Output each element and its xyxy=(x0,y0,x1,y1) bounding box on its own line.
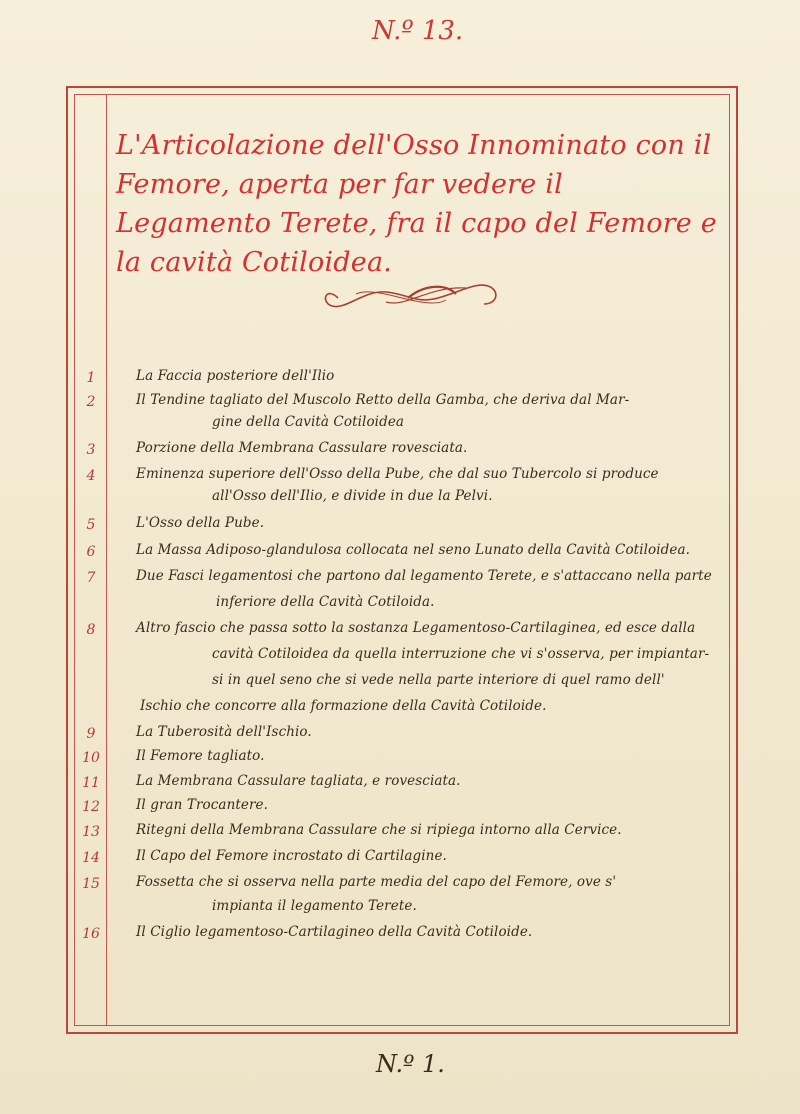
entry-number: 4 xyxy=(86,468,96,484)
plate-title: L'Articolazione dell'Osso Innominato con il Femore, aperta per far vedere il Legamento Terete, fra il capo del Femore e la cavità Cotiloidea. xyxy=(116,130,717,278)
entry-text-line: Eminenza superiore dell'Osso della Pube, che dal suo Tubercolo si produce xyxy=(136,466,659,482)
entry-text-line: Il Ciglio legamentoso-Cartilagineo della Cavità Cotiloide. xyxy=(136,924,533,940)
entry-number: 2 xyxy=(86,394,96,410)
entry-number: 6 xyxy=(86,544,96,560)
entry-number: 15 xyxy=(82,876,100,892)
entry-number: 13 xyxy=(82,824,100,840)
entry-text-line: Ritegni della Membrana Cassulare che si ripiega intorno alla Cervice. xyxy=(136,822,622,838)
entry-text-line: all'Osso dell'Ilio, e divide in due la Pelvi. xyxy=(212,488,493,504)
entry-number: 14 xyxy=(82,850,100,866)
entry-text-line: La Membrana Cassulare tagliata, e rovesciata. xyxy=(136,773,461,789)
entry-text-line: Ischio che concorre alla formazione della Cavità Cotiloide. xyxy=(140,698,547,714)
entry-number: 1 xyxy=(86,370,96,386)
entry-number: 9 xyxy=(86,726,96,742)
entry-text-line: L'Osso della Pube. xyxy=(136,515,265,531)
entry-text-line: Porzione della Membrana Cassulare rovesciata. xyxy=(136,440,468,456)
entry-text-line: Il Tendine tagliato del Muscolo Retto della Gamba, che deriva dal Mar- xyxy=(136,392,630,408)
entry-text-line: Il Capo del Femore incrostato di Cartilagine. xyxy=(136,848,447,864)
entry-text-line: impianta il legamento Terete. xyxy=(212,898,417,914)
entry-text-line: Il Femore tagliato. xyxy=(136,748,265,764)
bottom-plate-number: N.º 1. xyxy=(376,1050,445,1078)
entry-text-line: Due Fasci legamentosi che partono dal legamento Terete, e s'attaccano nella parte xyxy=(136,568,712,584)
entry-number: 3 xyxy=(86,442,96,458)
entry-number: 11 xyxy=(82,775,100,791)
entry-number: 8 xyxy=(86,622,96,638)
entry-text-line: cavità Cotiloidea da quella interruzione che vi s'osserva, per impiantar- xyxy=(212,646,710,662)
entry-text-line: inferiore della Cavità Cotiloida. xyxy=(216,594,435,610)
entry-text-line: si in quel seno che si vede nella parte interiore di quel ramo dell' xyxy=(212,672,665,688)
entry-number: 10 xyxy=(82,750,100,766)
entry-text-line: Fossetta che si osserva nella parte media del capo del Femore, ove s' xyxy=(136,874,617,890)
entry-text-line: La Tuberosità dell'Ischio. xyxy=(136,724,312,740)
entry-text-line: La Faccia posteriore dell'Ilio xyxy=(136,368,335,384)
top-plate-number: N.º 13. xyxy=(372,16,464,46)
entry-number: 16 xyxy=(82,926,100,942)
entry-text-line: Altro fascio che passa sotto la sostanza Legamentoso-Cartilaginea, ed esce dalla xyxy=(136,620,696,636)
entry-text-line: La Massa Adiposo-glandulosa collocata nel seno Lunato della Cavità Cotiloidea. xyxy=(136,542,691,558)
entry-number: 7 xyxy=(86,570,96,586)
entry-number: 5 xyxy=(86,517,96,533)
entry-text-line: Il gran Trocantere. xyxy=(136,797,269,813)
entry-number: 12 xyxy=(82,799,100,815)
entry-text-line: gine della Cavità Cotiloidea xyxy=(212,414,405,430)
